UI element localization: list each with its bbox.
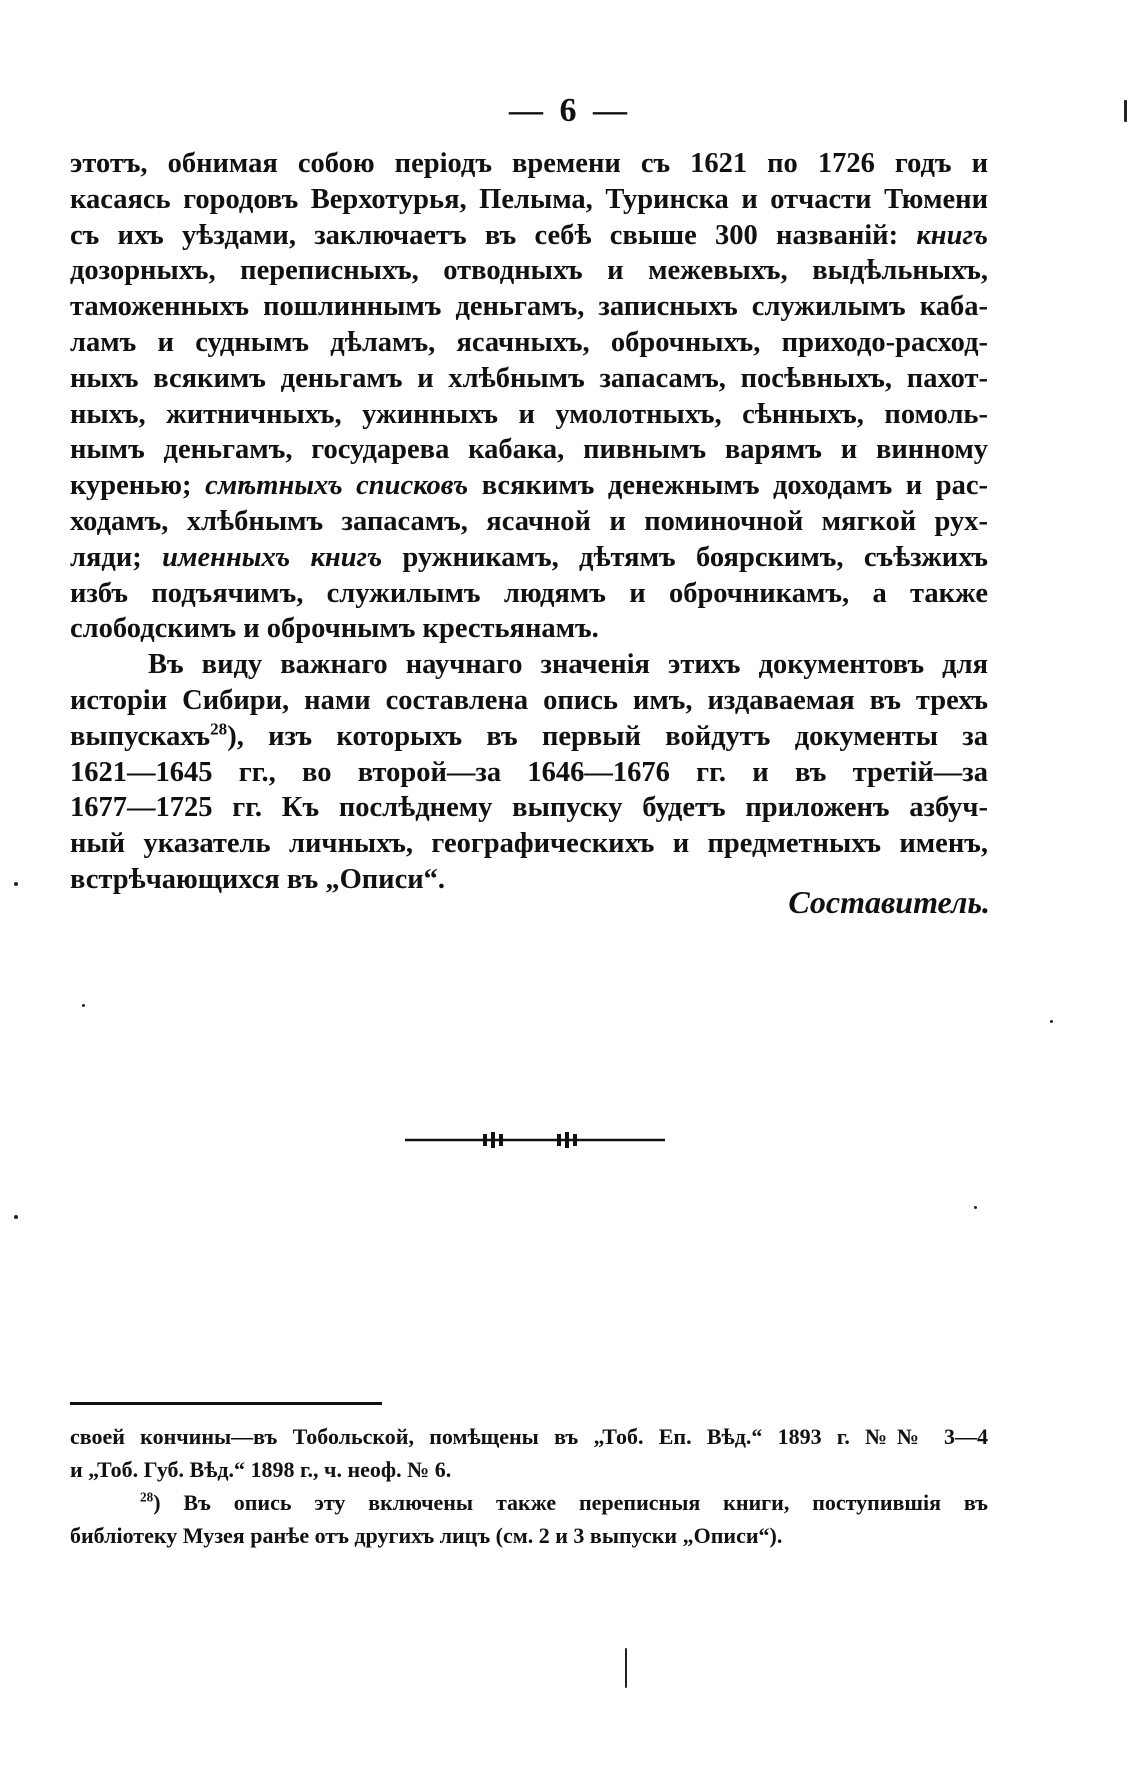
footnote-line bbox=[70, 1486, 988, 1519]
text-line: касаясь городовъ Верхотурья, Пелыма, Туринска и отчасти Тюмени bbox=[70, 183, 988, 215]
text-fragment: выпускахъ bbox=[70, 720, 211, 752]
text-line: исторіи Сибири, нами составлена опись имъ, издаваемая въ трехъ bbox=[70, 684, 988, 716]
text-fragment: ружникамъ, дѣтямъ боярскимъ, съѣзжихъ bbox=[382, 541, 988, 573]
text-line: этотъ, обнимая собою періодъ времени съ 1621 по 1726 годъ и bbox=[70, 148, 988, 179]
signature: Составитель. bbox=[788, 884, 990, 920]
scan-speck bbox=[1124, 100, 1127, 122]
text-line: слободскимъ и оброчнымъ крестьянамъ. bbox=[70, 613, 599, 645]
text-line: Въ виду важнаго научнаго значенія этихъ документовъ для bbox=[148, 649, 988, 681]
text-fragment: ) Въ опись эту включены также переписныя книги, поступившія въ bbox=[153, 1490, 988, 1515]
italic-term: книгъ bbox=[916, 219, 988, 251]
scan-speck bbox=[625, 1648, 627, 1688]
text-line: нымъ деньгамъ, государева кабака, пивнымъ варямъ и винному bbox=[70, 434, 988, 466]
text-line: таможенныхъ пошлиннымъ деньгамъ, записныхъ служилымъ каба- bbox=[70, 291, 988, 323]
text-fragment: ), изъ которыхъ въ первый войдутъ документы за bbox=[227, 720, 988, 752]
text-line: ламъ и суднымъ дѣламъ, ясачныхъ, оброчныхъ, приходо-расход- bbox=[70, 326, 988, 358]
footnotes bbox=[70, 1420, 988, 1552]
text-fragment: съ ихъ уѣздами, заключаетъ въ себѣ свыше 300 названій: bbox=[70, 219, 917, 251]
footnote-marker: 28 bbox=[210, 719, 228, 739]
footnote-marker: 28 bbox=[140, 1489, 154, 1505]
text-line: ныхъ всякимъ деньгамъ и хлѣбнымъ запасамъ, посѣвныхъ, пахот- bbox=[70, 362, 988, 394]
scan-speck bbox=[82, 1004, 85, 1007]
text-line: 1677—1725 гг. Къ послѣднему выпуску будетъ приложенъ азбуч- bbox=[70, 792, 988, 824]
text-line: ныхъ, житничныхъ, ужинныхъ и умолотныхъ, сѣнныхъ, помоль- bbox=[70, 398, 988, 430]
text-line: дозорныхъ, переписныхъ, отводныхъ и межевыхъ, выдѣльныхъ, bbox=[70, 255, 988, 287]
text-line: ный указатель личныхъ, географическихъ и предметныхъ именъ, bbox=[70, 828, 988, 860]
footnote-line: и „Тоб. Губ. Вѣд.“ 1898 г., ч. неоф. № 6. bbox=[70, 1457, 452, 1482]
footnote-rule bbox=[70, 1402, 382, 1405]
text-line bbox=[70, 218, 988, 254]
scan-speck bbox=[1050, 1020, 1053, 1023]
text-fragment: ляди; bbox=[70, 541, 163, 573]
page-number: — 6 — bbox=[509, 92, 631, 129]
text-line bbox=[70, 719, 988, 755]
scan-speck bbox=[14, 1215, 18, 1219]
italic-term: смѣтныхъ списковъ bbox=[205, 470, 469, 502]
scan-speck bbox=[14, 882, 18, 886]
scan-speck bbox=[974, 1206, 977, 1209]
text-line bbox=[70, 540, 988, 576]
text-line bbox=[70, 468, 988, 504]
main-text bbox=[70, 146, 988, 898]
text-line: ходамъ, хлѣбнымъ запасамъ, ясачной и поминочной мягкой рух- bbox=[70, 505, 988, 537]
text-fragment: куренью; bbox=[70, 470, 206, 502]
footnote-line: библіотеку Музея ранѣе отъ другихъ лицъ (см. 2 и 3 выпуски „Описи“). bbox=[70, 1523, 783, 1548]
text-line: встрѣчающихся въ „Описи“. bbox=[70, 863, 446, 895]
ornament-divider bbox=[405, 1129, 665, 1151]
text-line: избъ подъячимъ, служилымъ людямъ и оброчникамъ, а также bbox=[70, 577, 988, 609]
text-line: 1621—1645 гг., во второй—за 1646—1676 гг. и въ третій—за bbox=[70, 756, 988, 788]
italic-term: именныхъ книгъ bbox=[162, 541, 383, 573]
text-fragment: всякимъ денежнымъ доходамъ и рас- bbox=[468, 470, 988, 502]
footnote-line: своей кончины—въ Тобольской, помѣщены въ „Тоб. Еп. Вѣд.“ 1893 г. №№ 3—4 bbox=[70, 1424, 988, 1449]
